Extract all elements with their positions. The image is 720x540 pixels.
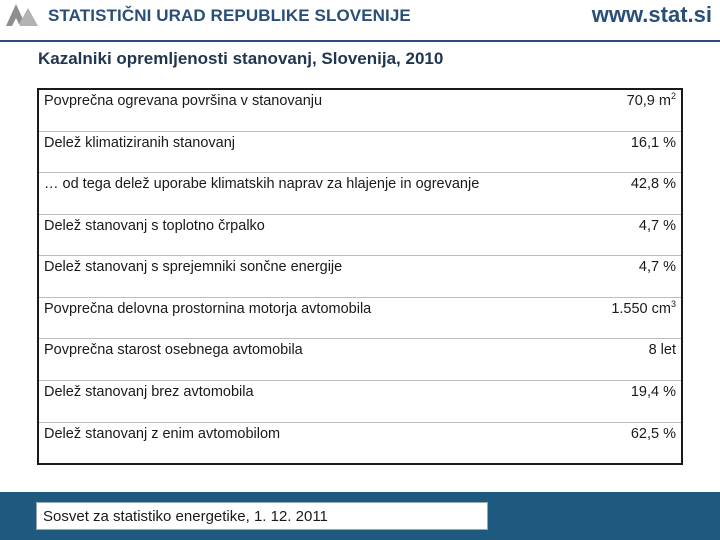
row-value: 19,4 % (630, 383, 676, 400)
row-label: Povprečna starost osebnega avtomobila (44, 342, 303, 359)
org-name: STATISTIČNI URAD REPUBLIKE SLOVENIJE (48, 6, 411, 25)
row-label: Delež stanovanj s toplotno črpalko (44, 217, 265, 234)
row-value: 4,7 % (638, 259, 676, 276)
table-row (39, 297, 681, 339)
row-value: 70,9 $m^2$ (626, 91, 676, 109)
table-row (39, 131, 681, 173)
table-row (39, 90, 681, 131)
row-value: 4,7 % (638, 217, 676, 234)
table-row (39, 380, 681, 422)
header (0, 0, 720, 42)
table-row (39, 214, 681, 256)
table-row (39, 255, 681, 297)
indicators-table (37, 88, 683, 465)
table-row (39, 422, 681, 464)
row-label: Delež klimatiziranih stanovanj (44, 134, 235, 151)
row-label: … od tega delež uporabe klimatskih naprav za hlajenje in ogrevanje (44, 176, 480, 193)
footer-caption: Sosvet za statistiko energetike, 1. 12. 2011 (43, 508, 328, 525)
table-row (39, 172, 681, 214)
row-label: Delež stanovanj brez avtomobila (44, 383, 254, 400)
row-value: 62,5 % (630, 425, 676, 442)
row-value: 8 let (648, 342, 676, 359)
page-title: Kazalniki opremljenosti stanovanj, Slovenija, 2010 (38, 49, 444, 68)
header-divider (0, 40, 720, 42)
row-value: 1.550 $cm^3$ (611, 298, 676, 317)
row-value: 16,1 % (630, 134, 676, 151)
table-row (39, 338, 681, 380)
row-label: Delež stanovanj s sprejemniki sončne energije (44, 259, 343, 276)
row-label: Povprečna delovna prostornina motorja avtomobila (44, 300, 372, 317)
row-label: Povprečna ogrevana površina v stanovanju (44, 93, 323, 109)
row-value: 42,8 % (630, 176, 676, 193)
row-label: Delež stanovanj z enim avtomobilom (44, 425, 281, 442)
surs-logo-icon (4, 2, 44, 28)
site-url[interactable]: www.stat.si (591, 2, 712, 27)
footer-caption-box (36, 502, 488, 530)
